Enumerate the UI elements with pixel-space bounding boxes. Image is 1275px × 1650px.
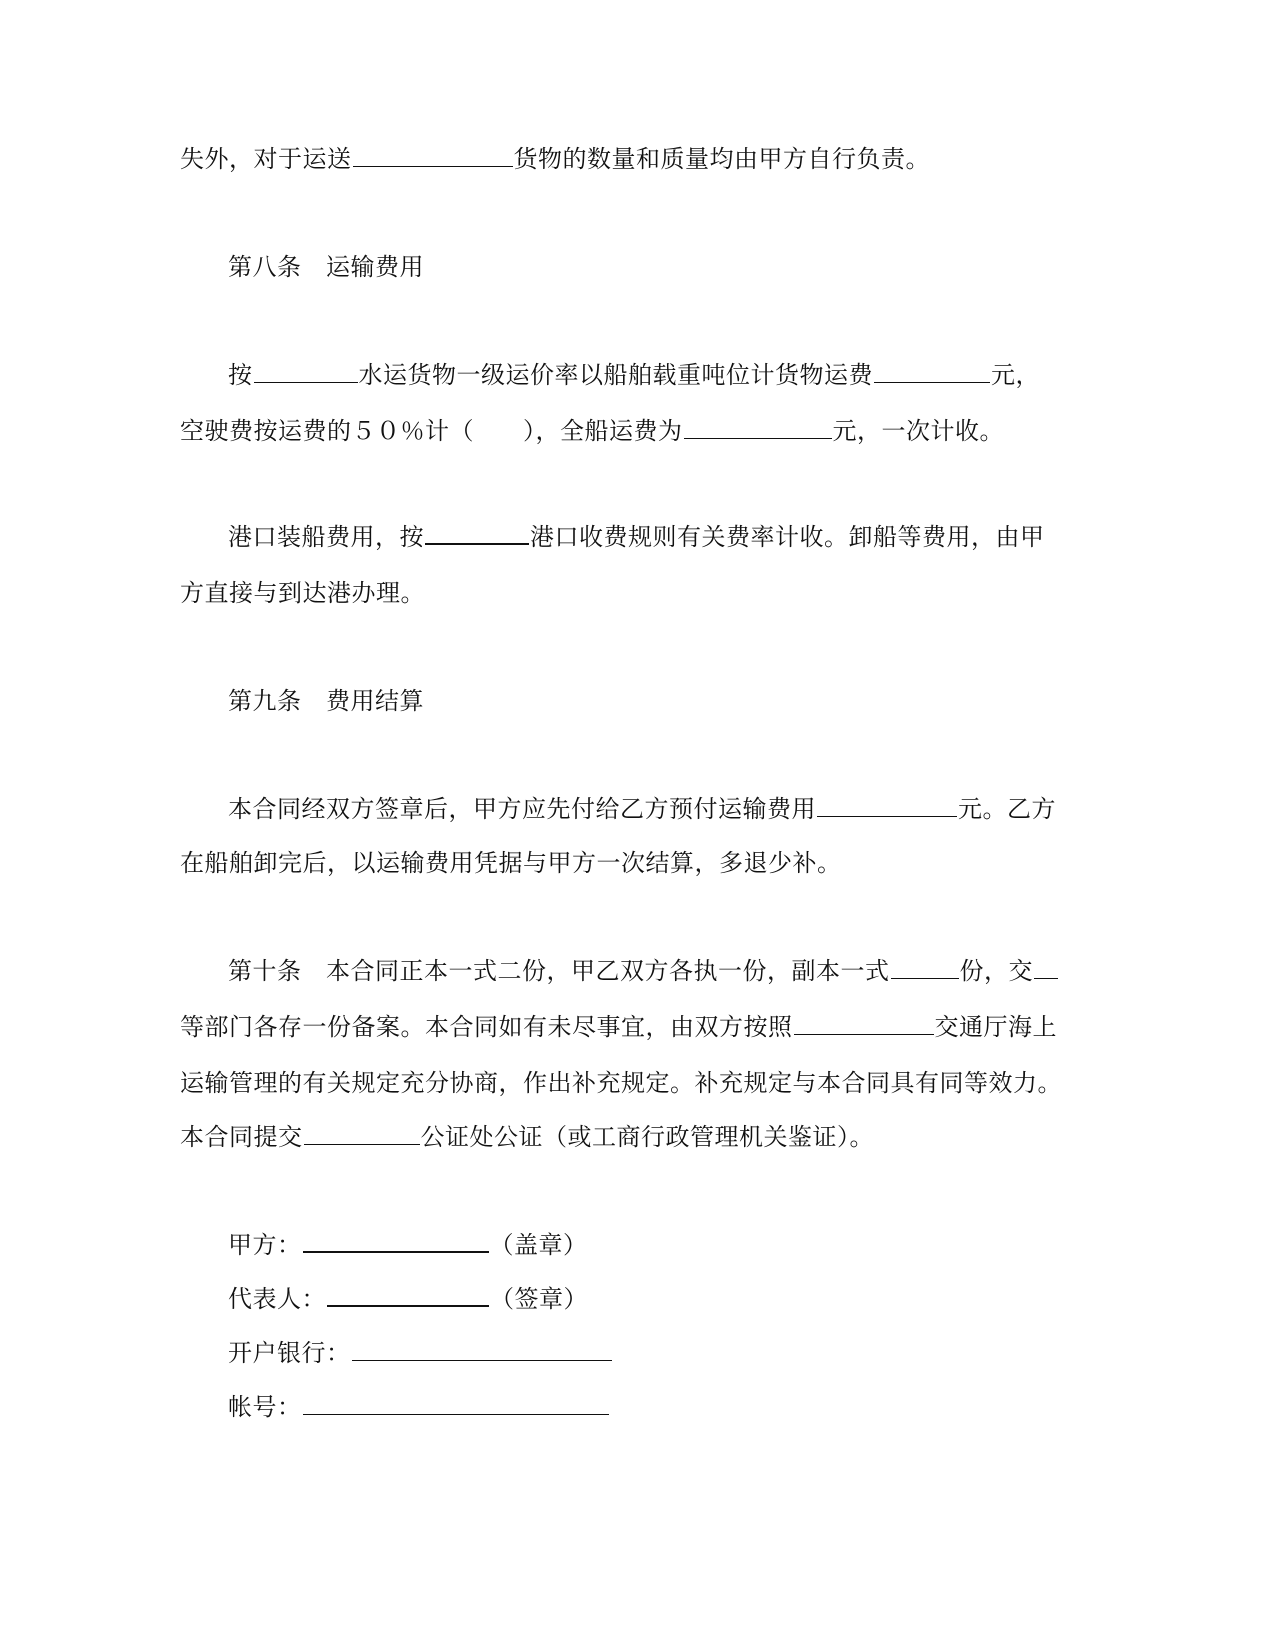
representative-label: 代表人：: [228, 1285, 326, 1313]
article9-heading-text: 第九条 费用结算: [228, 687, 424, 715]
article9-line2-text: 在船舶卸完后，以运输费用凭据与甲方一次结算，多退少补。: [180, 849, 842, 877]
notary-blank[interactable]: [304, 1122, 420, 1145]
rate-region-blank[interactable]: [254, 360, 358, 383]
article9-text-a: 本合同经双方签章后，甲方应先付给乙方预付运输费用: [228, 795, 816, 823]
article8-p2-text-b: 港口收费规则有关费率计收。卸船等费用，由甲: [530, 523, 1045, 551]
carryover-text-1: 失外，对于运送: [180, 145, 352, 173]
party-a-stamp-note: （盖章）: [489, 1231, 588, 1259]
copies-blank[interactable]: [891, 956, 959, 979]
article8-p2-text-a: 港口装船费用，按: [228, 523, 424, 551]
party-a-field[interactable]: [303, 1229, 489, 1253]
article8-p1-text-c: 元，: [991, 361, 1040, 389]
article10-line3: [180, 1066, 1062, 1100]
carryover-text-2: 货物的数量和质量均由甲方自行负责。: [513, 145, 930, 173]
article8-p1-line2-text-a: 空驶费按运费的５０％计（ ），全船运费为: [180, 417, 683, 445]
article8-p1-line2-text-b: 元，一次计收。: [832, 417, 1004, 445]
cargo-blank[interactable]: [353, 144, 513, 167]
article8-p1-line1: [228, 358, 1040, 392]
article9-line1: [228, 792, 1056, 826]
account-field[interactable]: [303, 1392, 609, 1415]
article10-line2-text-a: 等部门各存一份备案。本合同如有未尽事宜，由双方按照: [180, 1013, 793, 1041]
party-a-label: 甲方：: [228, 1231, 302, 1259]
total-freight-blank[interactable]: [684, 416, 832, 439]
article10-line2: [180, 1010, 1057, 1044]
representative-sign-note: （签章）: [490, 1285, 588, 1313]
prepayment-blank[interactable]: [817, 794, 957, 817]
article10-text-a: 第十条 本合同正本一式二份，甲乙双方各执一份，副本一式: [228, 957, 890, 985]
article8-heading-text: 第八条 运输费用: [228, 253, 424, 281]
bank-label: 开户银行：: [228, 1339, 351, 1367]
article9-text-b: 元。乙方: [958, 795, 1056, 823]
article8-p2-line1: [228, 520, 1045, 554]
representative-line: [228, 1282, 588, 1316]
bank-field[interactable]: [352, 1338, 612, 1361]
province-blank[interactable]: [794, 1012, 934, 1035]
port-rules-blank[interactable]: [425, 521, 529, 545]
article8-p1-text-b: 水运货物一级运价率以船舶载重吨位计货物运费: [358, 361, 873, 389]
account-line: [228, 1390, 610, 1424]
article8-p2-line2-text: 方直接与到达港办理。: [180, 579, 425, 607]
article8-heading: [228, 250, 424, 284]
account-label: 帐号：: [228, 1393, 302, 1421]
article10-line4-text-a: 本合同提交: [180, 1123, 303, 1151]
freight-amount-blank[interactable]: [874, 360, 990, 383]
party-a-line: [228, 1228, 588, 1262]
bank-line: [228, 1336, 613, 1370]
article9-heading: [228, 684, 424, 718]
article10-line1: [228, 954, 1059, 988]
article9-line2: [180, 846, 842, 880]
carryover-line: [180, 142, 930, 176]
article8-p1-line2: [180, 414, 1004, 448]
article10-line2-text-b: 交通厅海上: [934, 1013, 1057, 1041]
article10-line4-text-b: 公证处公证（或工商行政管理机关鉴证）。: [420, 1123, 874, 1151]
article10-line3-text: 运输管理的有关规定充分协商，作出补充规定。补充规定与本合同具有同等效力。: [180, 1069, 1062, 1097]
article10-line4: [180, 1120, 874, 1154]
article10-text-b: 份，交: [959, 957, 1033, 985]
department-blank[interactable]: [1034, 956, 1058, 979]
article8-p2-line2: [180, 576, 425, 610]
representative-field[interactable]: [327, 1283, 489, 1307]
article8-p1-text-a: 按: [228, 361, 253, 389]
